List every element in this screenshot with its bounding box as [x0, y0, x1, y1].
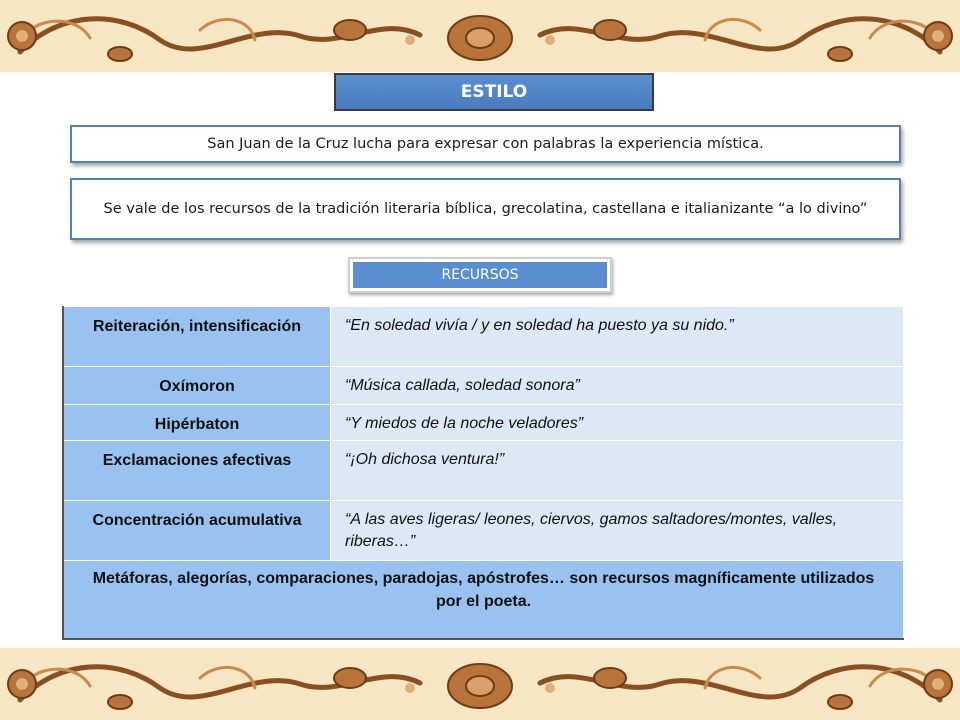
- table-row: [63, 307, 904, 367]
- note-box-second: [70, 178, 901, 240]
- resources-label: RECURSOS: [353, 262, 607, 288]
- resources-label-box: [348, 257, 612, 293]
- table-footer-row: [63, 561, 904, 639]
- row-example: “A las aves ligeras/ leones, ciervos, gamos saltadores/montes, valles, riberas…”: [331, 501, 904, 561]
- row-term: Concentración acumulativa: [63, 501, 331, 561]
- table-row: [63, 367, 904, 405]
- note-text: Se vale de los recursos de la tradición literaria bíblica, grecolatina, castellana e italianizante “a lo divino”: [103, 201, 868, 217]
- carved-frieze-bottom: [0, 648, 960, 720]
- row-example: “¡Oh dichosa ventura!”: [331, 441, 904, 501]
- page-title: ESTILO: [334, 73, 654, 111]
- row-example: “En soledad vivía / y en soledad ha puesto ya su nido.”: [331, 307, 904, 367]
- table-row: [63, 501, 904, 561]
- table-row: [63, 405, 904, 441]
- row-term: Oxímoron: [63, 367, 331, 405]
- note-text: San Juan de la Cruz lucha para expresar con palabras la experiencia mística.: [207, 136, 764, 152]
- row-term: Reiteración, intensificación: [63, 307, 331, 367]
- row-term: Exclamaciones afectivas: [63, 441, 331, 501]
- note-box-first: [70, 125, 901, 163]
- row-term: Hipérbaton: [63, 405, 331, 441]
- row-example: “Música callada, soledad sonora”: [331, 367, 904, 405]
- resources-table: [62, 306, 904, 640]
- table-row: [63, 441, 904, 501]
- table-footer: Metáforas, alegorías, comparaciones, paradojas, apóstrofes… son recursos magníficamente utilizados por el poeta.: [63, 561, 904, 639]
- carved-frieze-top: [0, 0, 960, 72]
- row-example: “Y miedos de la noche veladores”: [331, 405, 904, 441]
